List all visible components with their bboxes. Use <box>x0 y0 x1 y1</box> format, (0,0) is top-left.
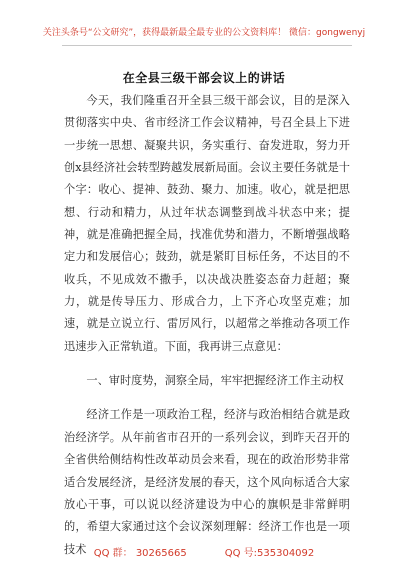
footer-qq-group: QQ 群： 30265665 <box>93 548 187 559</box>
header-banner: 关注头条号“公文研究”，获得最新最全最专业的公文资料库！ 微信：gongwenyj <box>42 28 366 38</box>
document-body <box>64 90 350 561</box>
section-paragraph: 经济工作是一项政治工程，经济与政治相结合就是政治经济学。从年前省市召开的一系列会议，到昨天召开的全省供给侧结构性改革动员会来看，现在的政治形势非常适合发展经济，是经济发展的春天，这个风向标适合大家放心干事，可以说以经济建设为中心的旗帜是非常鲜明的，希望大家通过这个会议深刻理解：经济工作也是一项技术 <box>64 408 350 556</box>
footer-qq-number: QQ 号:535304092 <box>224 548 315 559</box>
document-title: 在全县三级干部会议上的讲话 <box>122 71 286 85</box>
footer-contact <box>0 544 408 559</box>
header-divider <box>62 45 352 46</box>
section-heading: 一、审时度势，洞察全局，牢牢把握经济工作主动权 <box>86 374 344 388</box>
intro-paragraph: 今天，我们隆重召开全县三级干部会议，目的是深入贯彻落实中央、省市经济工作会议精神，号召全县上下进一步统一思想、凝聚共识，务实重行、奋发进取，努力开创x县经济社会转型跨越发展新局面。会议主要任务就是十个字：收心、提神、鼓劲、聚力、加速。收心，就是把思想、行动和精力，从过年状态调整到战斗状态中来；提神，就是准确把握全局，找准优势和潜力，不断增强战略定力和发展信心；鼓劲，就是紧盯目标任务，不达目的不收兵，不见成效不撒手，以决战决胜姿态奋力赶超；聚力，就是传导压力、形成合力，上下齐心攻坚克难；加速，就是立说立行、雷厉风行，以超常之举推动各项工作迅速步入正常轨道。下面，我再讲三点意见： <box>64 94 350 353</box>
